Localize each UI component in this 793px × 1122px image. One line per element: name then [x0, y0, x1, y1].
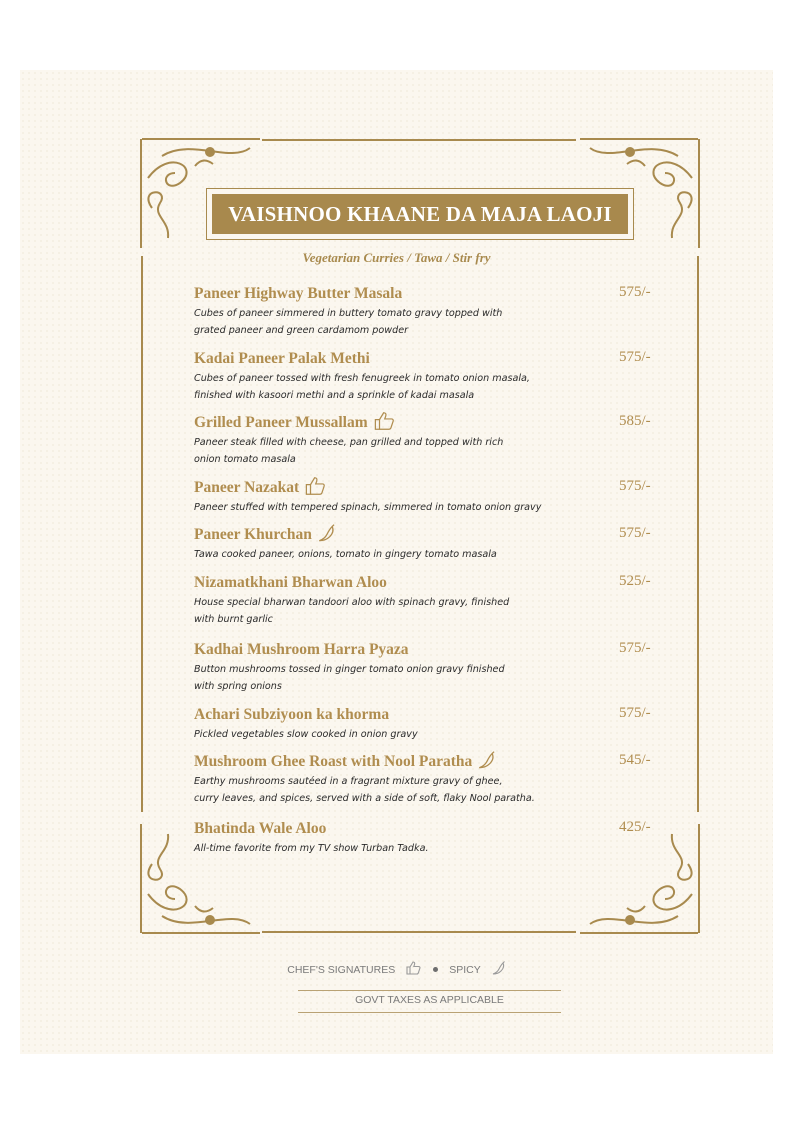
menu-item-description-line-1: Cubes of paneer simmered in buttery tomato gravy topped with [194, 308, 503, 319]
thumbs-up-icon [374, 411, 396, 436]
menu-item-price: 575/- [619, 478, 651, 494]
menu-item-description [194, 370, 554, 404]
tax-top-rule [298, 990, 561, 991]
menu-item [194, 413, 664, 468]
menu-item [194, 525, 664, 563]
menu-item-header [194, 640, 664, 660]
thumbs-up-icon [305, 476, 327, 501]
menu-item [194, 573, 664, 628]
menu-item-name [194, 820, 326, 838]
menu-item-name [194, 524, 336, 547]
menu-item-name-text: Mushroom Ghee Roast with Nool Paratha [194, 753, 473, 770]
menu-item-description-line-2: grated paneer and green cardamom powder [194, 325, 409, 336]
menu-item-description-line-2: with spring onions [194, 681, 282, 692]
menu-item [194, 284, 664, 339]
menu-item-description-line-1: Tawa cooked paneer, onions, tomato in gingery tomato masala [194, 549, 497, 560]
frame-top-line [262, 139, 576, 141]
menu-item-name [194, 350, 370, 368]
menu-item-description-line-2: curry leaves, and spices, served with a side of soft, flaky Nool paratha. [194, 793, 535, 804]
menu-item-name-text: Grilled Paneer Mussallam [194, 414, 368, 431]
menu-item-description-line-1: Paneer steak filled with cheese, pan grilled and topped with rich [194, 437, 504, 448]
menu-item [194, 752, 664, 807]
menu-item-description-line-1: All-time favorite from my TV show Turban Tadka. [194, 843, 429, 854]
menu-item-description-line-1: Pickled vegetables slow cooked in onion gravy [194, 729, 418, 740]
menu-item-price: 525/- [619, 573, 651, 589]
menu-item-name-text: Paneer Khurchan [194, 526, 312, 543]
menu-item-name [194, 476, 327, 501]
frame-bottom-line [262, 931, 576, 933]
menu-item-price: 575/- [619, 284, 651, 300]
tax-note: GOVT TAXES AS APPLICABLE [355, 994, 504, 1006]
menu-item-header [194, 284, 664, 304]
menu-item [194, 478, 664, 516]
menu-item-name [194, 641, 409, 659]
menu-item-description-line-1: Paneer stuffed with tempered spinach, simmered in tomato onion gravy [194, 502, 542, 513]
menu-item-description-line-1: Earthy mushrooms sautéed in a fragrant mixture gravy of ghee, [194, 776, 503, 787]
menu-item-price: 575/- [619, 640, 651, 656]
thumbs-up-icon [406, 961, 422, 978]
menu-item-description-line-2: with burnt garlic [194, 614, 273, 625]
menu-item-description [194, 305, 554, 339]
menu-item-description [194, 726, 554, 743]
menu-item-name-text: Paneer Nazakat [194, 479, 300, 496]
menu-item-name-text: Kadhai Mushroom Harra Pyaza [194, 641, 409, 658]
menu-item [194, 705, 664, 743]
menu-item-description [194, 434, 554, 468]
menu-item-name-text: Nizamatkhani Bharwan Aloo [194, 574, 387, 591]
tax-bottom-rule [298, 1012, 561, 1013]
menu-item-description-line-2: onion tomato masala [194, 454, 296, 465]
menu-item-header [194, 349, 664, 369]
menu-item-price: 575/- [619, 525, 651, 541]
frame-left-line [141, 256, 143, 812]
menu-item-description-line-1: Button mushrooms tossed in ginger tomato onion gravy finished [194, 664, 505, 675]
menu-item-name [194, 411, 396, 436]
menu-item-header [194, 752, 664, 772]
menu-item [194, 640, 664, 695]
menu-item-name-text: Kadai Paneer Palak Methi [194, 350, 370, 367]
menu-item-name-text: Achari Subziyoon ka khorma [194, 706, 390, 723]
menu-item-header [194, 413, 664, 433]
menu-item-description [194, 773, 554, 807]
menu-item-price: 575/- [619, 349, 651, 365]
banner-fill [212, 194, 628, 234]
menu-item-description [194, 661, 554, 695]
menu-item [194, 349, 664, 404]
menu-item-name [194, 751, 496, 774]
menu-item-header [194, 705, 664, 725]
menu-item-price: 585/- [619, 413, 651, 429]
menu-item-price: 425/- [619, 819, 651, 835]
menu-item-description [194, 840, 554, 857]
menu-item-price: 545/- [619, 752, 651, 768]
menu-item-name-text: Paneer Highway Butter Masala [194, 285, 403, 302]
menu-item-description-line-2: finished with kasoori methi and a sprinkle of kadai masala [194, 390, 475, 401]
menu-item-header [194, 819, 664, 839]
menu-item-description [194, 594, 554, 628]
frame-right-line [697, 256, 699, 812]
menu-item-description-line-1: House special bharwan tandoori aloo with spinach gravy, finished [194, 597, 510, 608]
menu-item-header [194, 525, 664, 545]
legend [0, 961, 793, 978]
menu-item-header [194, 573, 664, 593]
menu-item-name [194, 285, 402, 303]
legend-separator-dot [433, 967, 438, 972]
menu-subtitle: Vegetarian Curries / Tawa / Stir fry [302, 250, 491, 265]
legend-signatures-label: CHEF'S SIGNATURES [287, 963, 396, 976]
menu-item-name [194, 574, 387, 592]
menu-item-name [194, 706, 389, 724]
menu-item-name-text: Bhatinda Wale Aloo [194, 820, 327, 837]
menu-item-price: 575/- [619, 705, 651, 721]
menu-title: VAISHNOO KHAANE DA MAJA LAOJI [228, 201, 612, 226]
menu-item [194, 819, 664, 857]
chili-icon [318, 524, 336, 547]
chili-icon [478, 751, 496, 774]
menu-item-description-line-1: Cubes of paneer tossed with fresh fenugreek in tomato onion masala, [194, 373, 530, 384]
menu-item-description [194, 546, 554, 563]
chili-icon [492, 961, 506, 978]
menu-item-description [194, 499, 554, 516]
legend-spicy-label: SPICY [449, 963, 481, 976]
title-banner [206, 188, 634, 240]
menu-item-header [194, 478, 664, 498]
